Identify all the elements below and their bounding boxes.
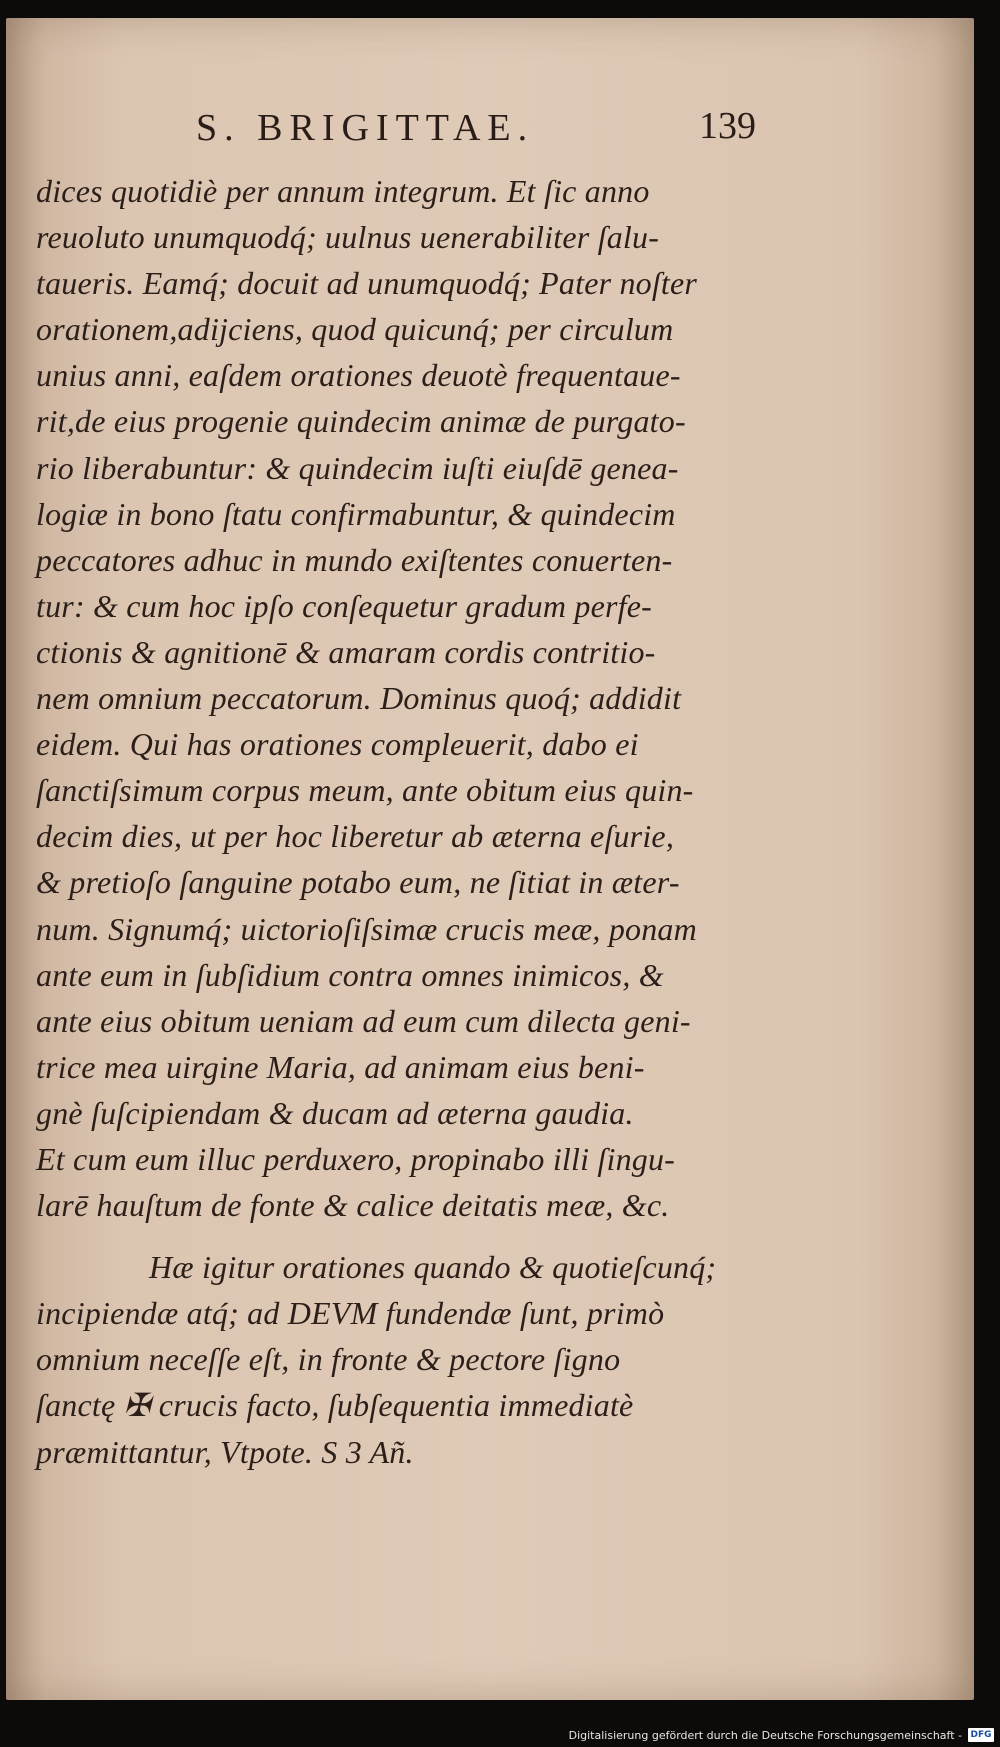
text-line: decim dies, ut per hoc liberetur ab æterna eſurie, (36, 818, 675, 855)
text-line: Hæ igitur orationes quando & quotieſcunq́; (149, 1249, 717, 1286)
digitization-footer (0, 1720, 1000, 1747)
text-line: ctionis & agnitionē & amaram cordis contritio- (36, 633, 656, 670)
text-line: reuoluto unumquodq́; uulnus uenerabiliter ſalu- (36, 219, 660, 256)
text-line: ante eius obitum ueniam ad eum cum dilecta geni- (36, 1002, 691, 1039)
text-line: logiæ in bono ſtatu confirmabuntur, & quindecim (36, 495, 676, 532)
text-line: ante eum in ſubſidium contra omnes inimicos, & (36, 956, 664, 993)
text-line: Et cum eum illuc perduxero, propinabo illi ſingu- (36, 1140, 676, 1177)
text-line: ſanctiſsimum corpus meum, ante obitum eius quin- (36, 772, 694, 809)
text-line: nem omnium peccatorum. Dominus quoq́; addidit (36, 680, 682, 717)
text-line: peccatores adhuc in mundo exiſtentes conuerten- (36, 541, 673, 578)
funding-credit: Digitalisierung gefördert durch die Deutsche Forschungsgemeinschaft - (568, 1729, 962, 1742)
text-line: rio liberabuntur: & quindecim iuſti eiuſdē genea- (36, 449, 679, 486)
text-line: incipiendæ atq́; ad DEVM fundendæ ſunt, primò (36, 1295, 665, 1332)
text-line: taueris. Eamq́; docuit ad unumquodq́; Pater noſter (36, 265, 698, 302)
text-line: unius anni, eaſdem orationes deuotè frequentaue- (36, 357, 681, 394)
page-number: 139 (699, 105, 756, 147)
text-line: ſanctę ✠ crucis facto, ſubſequentia immediatè (36, 1387, 634, 1424)
text-line: gnè ſuſcipiendam & ducam ad æterna gaudia. (36, 1094, 634, 1131)
body-text (36, 168, 806, 1475)
book-page (6, 18, 974, 1700)
dfg-logo-icon: DFG (968, 1728, 994, 1742)
text-line: trice mea uirgine Maria, ad animam eius beni- (36, 1048, 645, 1085)
text-line: eidem. Qui has orationes compleuerit, dabo ei (36, 726, 639, 763)
text-line: omnium neceſſe eſt, in fronte & pectore ſigno (36, 1341, 621, 1378)
text-line: præmittantur, Vtpote. S 3 Añ. (36, 1433, 414, 1470)
paragraph-gap (36, 1228, 806, 1244)
text-line: & pretioſo ſanguine potabo eum, ne ſitiat in æter- (36, 864, 680, 901)
text-line: dices quotidiè per annum integrum. Et ſic anno (36, 173, 650, 209)
text-line: num. Signumq́; uictorioſiſsimæ crucis meæ, ponam (36, 910, 697, 947)
page-header (196, 88, 756, 148)
text-line: orationem,adijciens, quod quicunq́; per circulum (36, 311, 674, 348)
text-line: rit,de eius progenie quindecim animæ de purgato- (36, 403, 686, 440)
text-line: larē hauſtum de fonte & calice deitatis meæ, &c. (36, 1187, 670, 1224)
text-line: tur: & cum hoc ipſo conſequetur gradum perfe- (36, 587, 652, 624)
running-title: S. BRIGITTAE. (196, 107, 535, 149)
